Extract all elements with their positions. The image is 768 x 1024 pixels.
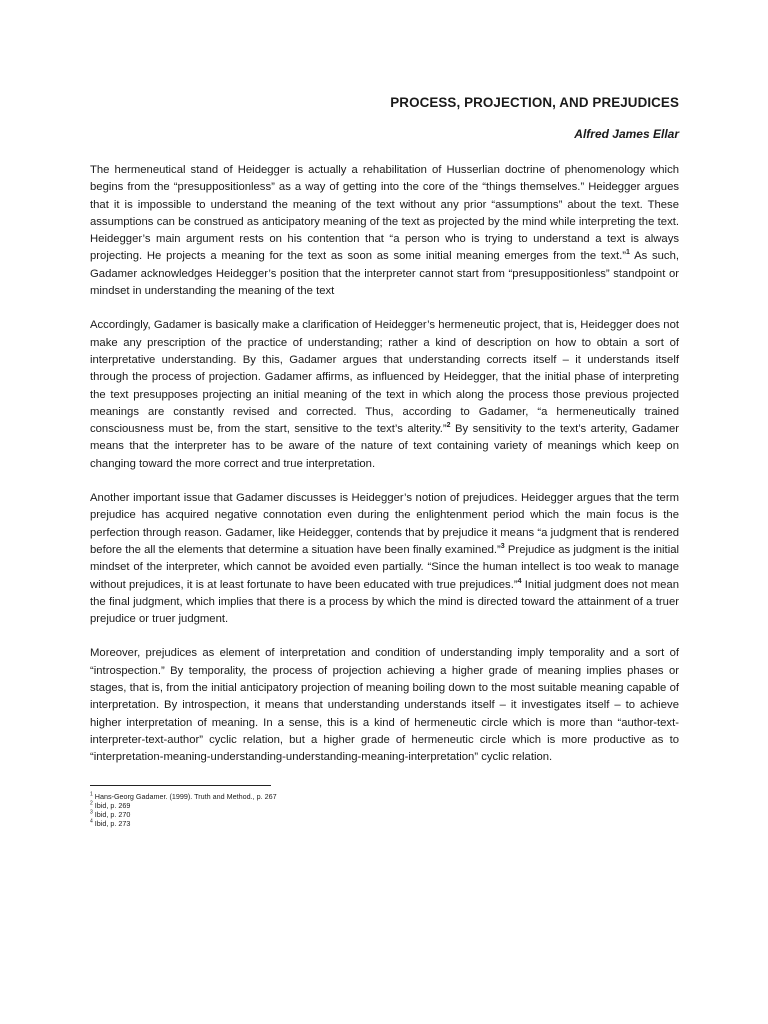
footnote-mark: 4: [90, 819, 93, 825]
footnote-divider: [90, 785, 271, 786]
paragraph-text: The hermeneutical stand of Heidegger is actually a rehabilitation of Husserlian doctrine of phenomenology which begins from the “presuppositionless” as a way of getting into the core of the “things themselves.” Heidegger argues that it is impossible to understand the meaning of the text without any prior “assumptions” about the text. These assumptions can be construed as anticipatory meaning of the text as projected by the mind while interpreting the text. Heidegger’s main argument rests on his contention that “a person who is trying to understand a text is always projecting. He projects a meaning for the text as soon as some initial meaning emerges from the text.”: [90, 164, 679, 263]
footnote-ref: 1: [626, 249, 630, 257]
footnote-mark: 3: [90, 809, 93, 816]
footnote-4: [90, 819, 679, 828]
footnote-2: [90, 801, 679, 810]
paragraph-text: Another important issue that Gadamer discusses is Heidegger’s notion of prejudices. Heidegger argues that the term prejudice has acquired negative connotation even during the enlightenment period which the main focus is the perfection through reason. Gadamer, like Heidegger, contends that by prejudice it means “a judgment that is rendered before the all the elements that determine a situation have been finally examined.”: [90, 492, 679, 556]
paragraph-text: Initial judgment does not mean the final judgment, which implies that there is a process by which the mind is directed toward the attainment of a truer prejudice or truer judgment.: [90, 578, 679, 626]
paragraph-text: Moreover, prejudices as element of interpretation and condition of understanding imply temporality and a sort of “introspection.” By temporality, the process of projection achieving a higher grade of meaning implies phases or stages, that is, from the initial anticipatory projection of meaning boiling down to the most suitable meaning capable of interpretation. By introspection, it means that understanding understands itself – it investigates itself – to achieve higher interpretation of meaning. In a sense, this is a kind of hermeneutic circle which is more than “author-text-interpreter-text-author” cyclic relation, but a higher grade of hermeneutic circle which is more productive as to “interpretation-meaning-understanding-understanding-meaning-interpretation” cyclic relation.: [90, 647, 679, 764]
paragraph-text: As such, Gadamer acknowledges Heidegger’s position that the interpreter cannot start from “presuppositionless” standpoint or mindset in understanding the meaning of the text: [90, 250, 680, 298]
footnote-text: Hans-Georg Gadamer. (1999). Truth and Method., p. 267: [94, 791, 277, 801]
paragraph-text: Prejudice as judgment is the initial mindset of the interpreter, which cannot be avoided even partially. “Since the human intellect is too weak to manage without prejudices, it is at least fortunate to have been educated with true prejudices.”: [90, 543, 679, 591]
footnote-ref: 3: [500, 543, 505, 551]
body-text: [90, 162, 679, 767]
author-name: Alfred James Ellar: [574, 127, 679, 141]
footnote-mark: 2: [90, 800, 93, 807]
footnote-ref: 2: [446, 422, 451, 430]
footnote-ref: 4: [517, 577, 522, 585]
paragraph-1: [90, 162, 679, 300]
footnote-1: [90, 792, 679, 801]
paragraph-text: Accordingly, Gadamer is basically make a clarification of Heidegger’s hermeneutic project, that is, Heidegger does not make any prescription of the practice of understanding; rather a kind of description on how to obtain a sort of interpretative understanding. By this, Gadamer argues that understanding corrects itself – it understands itself through the process of projection. Gadamer affirms, as influenced by Heidegger, that the initial phase of interpreting the text presupposes projecting an initial meaning of the text in which along the process those previous projected meanings are constantly revised and corrected. Thus, according to Gadamer, “a hermeneutically trained consciousness must be, from the start, sensitive to the text’s alterity.”: [90, 319, 679, 436]
footnotes: [90, 792, 679, 829]
paragraph-3: [90, 490, 679, 628]
footnote-text: Ibid, p. 270: [94, 810, 131, 820]
paragraph-4: [90, 645, 679, 766]
page-title: PROCESS, PROJECTION, AND PREJUDICES: [390, 95, 679, 110]
paragraph-text: By sensitivity to the text’s arterity, Gadamer means that the interpreter has to be aware of the nature of text containing variety of meanings which keep on changing toward the more correct and true interpretation.: [90, 423, 679, 470]
footnote-text: Ibid, p. 269: [94, 800, 131, 810]
footnote-mark: 1: [90, 791, 93, 798]
footnote-3: [90, 810, 679, 819]
paragraph-2: [90, 317, 679, 473]
footnote-text: Ibid, p. 273: [94, 819, 131, 829]
